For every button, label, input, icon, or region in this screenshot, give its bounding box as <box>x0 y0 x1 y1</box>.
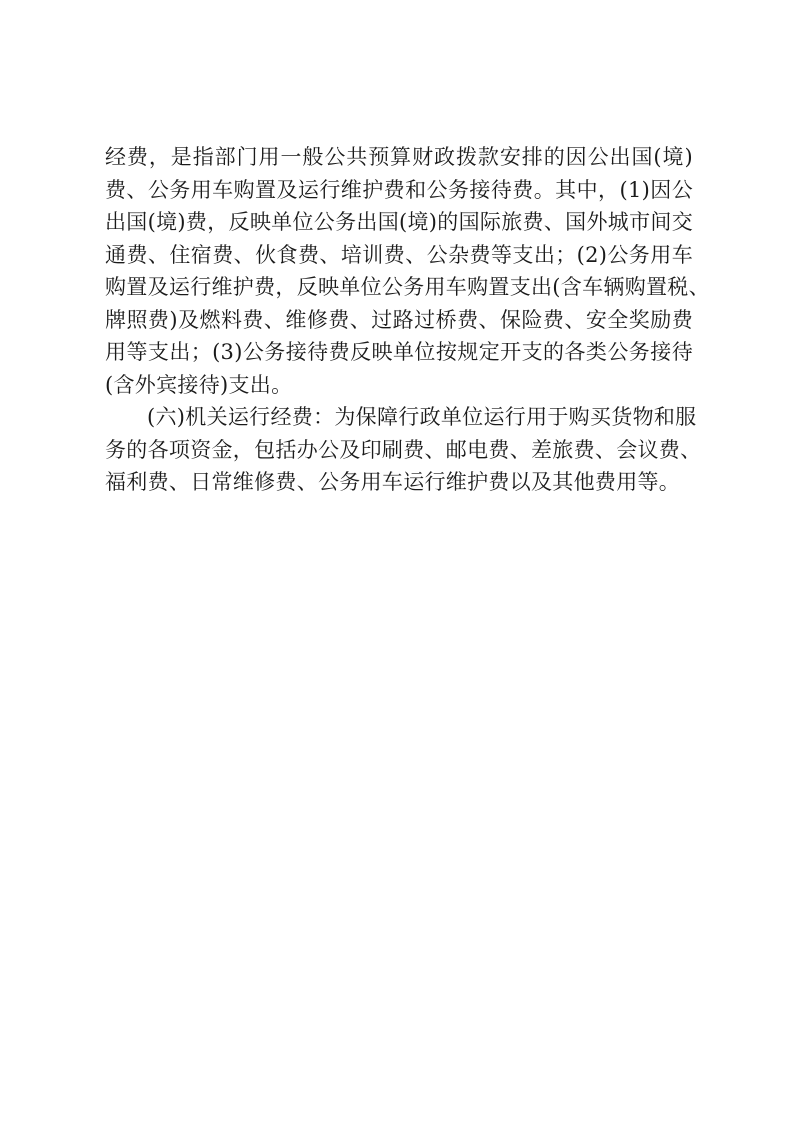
text-line: (含外宾接待)支出。 <box>105 372 293 397</box>
text-line: 福利费、日常维修费、公务用车运行维护费以及其他费用等。 <box>105 470 681 494</box>
text-line: 出国(境)费，反映单位公务出国(境)的国际旅费、国外城市间交 <box>105 210 693 234</box>
paragraph-operating-expenses <box>105 401 702 499</box>
text-line: 购置及运行维护费，反映单位公务用车购置支出(含车辆购置税、 <box>105 275 710 299</box>
text-line: (六)机关运行经费：为保障行政单位运行用于购买货物和服 <box>147 405 697 429</box>
text-line: 牌照费)及燃料费、维修费、过路过桥费、保险费、安全奖励费 <box>105 307 693 332</box>
text-line: 费、公务用车购置及运行维护费和公务接待费。其中，(1)因公 <box>105 177 693 202</box>
document-page <box>105 141 710 499</box>
text-line: 用等支出；(3)公务接待费反映单位按规定开支的各类公务接待 <box>105 340 693 364</box>
text-line: 务的各项资金，包括办公及印刷费、邮电费、差旅费、会议费、 <box>105 437 702 462</box>
text-line: 通费、住宿费、伙食费、培训费、公杂费等支出；(2)公务用车 <box>105 242 693 267</box>
paragraph-three-public-expenses <box>105 141 710 401</box>
text-line: 经费，是指部门用一般公共预算财政拨款安排的因公出国(境) <box>105 145 693 169</box>
